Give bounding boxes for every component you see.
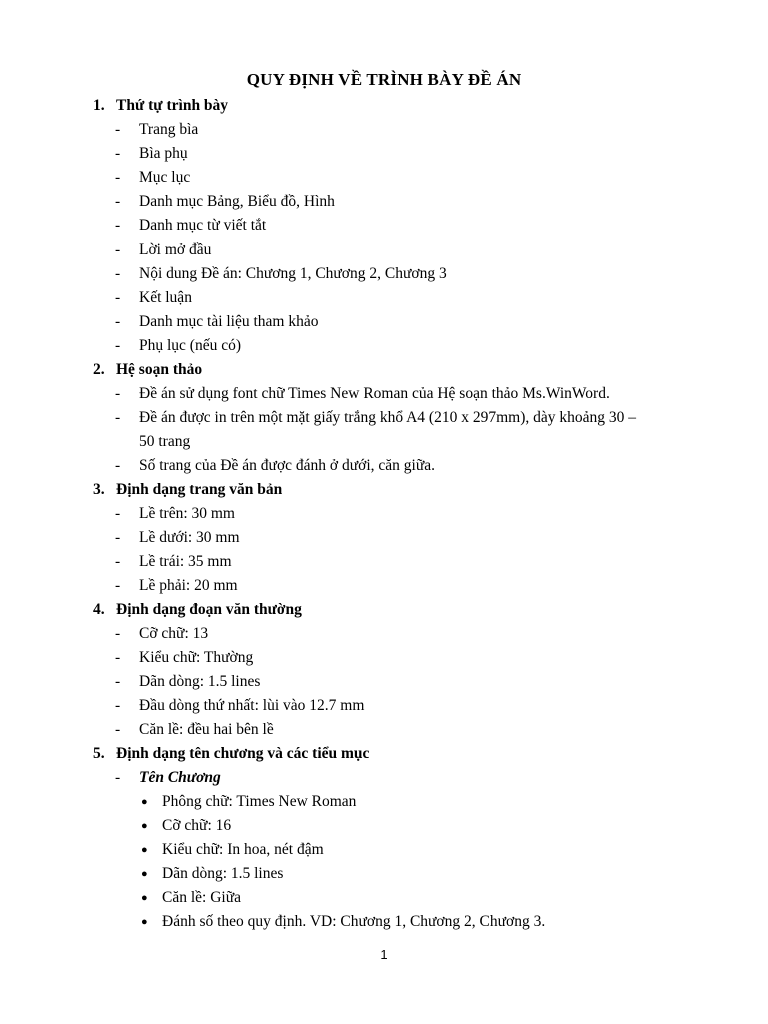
dash-marker: - xyxy=(115,553,121,570)
list-item-text: Kiểu chữ: Thường xyxy=(139,649,254,666)
list-item-text: Trang bìa xyxy=(139,121,199,138)
sub-heading-item xyxy=(0,766,768,790)
document-body xyxy=(0,94,768,934)
list-item xyxy=(0,526,768,550)
dash-marker: - xyxy=(115,577,121,594)
list-item xyxy=(0,262,768,286)
list-item xyxy=(0,190,768,214)
list-item xyxy=(0,118,768,142)
section-title: Hệ soạn thảo xyxy=(116,361,203,378)
bullet-item-text: Cỡ chữ: 16 xyxy=(162,817,232,834)
dash-marker: - xyxy=(115,673,121,690)
section-number: 2. xyxy=(93,361,105,378)
section-number: 3. xyxy=(93,481,105,498)
list-item xyxy=(0,310,768,334)
dash-marker: - xyxy=(115,169,121,186)
section-title: Thứ tự trình bày xyxy=(116,97,229,114)
list-item xyxy=(0,670,768,694)
dash-marker: - xyxy=(115,265,121,282)
dash-marker: - xyxy=(115,241,121,258)
list-item-continuation xyxy=(0,430,768,454)
section-title: Định dạng trang văn bản xyxy=(116,481,283,498)
list-item xyxy=(0,166,768,190)
bullet-item xyxy=(0,790,768,814)
bullet-icon: ● xyxy=(141,796,148,808)
list-item-text: Cỡ chữ: 13 xyxy=(139,625,209,642)
list-item-text: Đầu dòng thứ nhất: lùi vào 12.7 mm xyxy=(139,697,365,714)
dash-marker: - xyxy=(115,217,121,234)
bullet-item xyxy=(0,838,768,862)
list-item xyxy=(0,334,768,358)
list-item-text: Danh mục tài liệu tham khảo xyxy=(139,313,319,330)
dash-marker: - xyxy=(115,505,121,522)
section-number: 1. xyxy=(93,97,105,114)
bullet-item xyxy=(0,886,768,910)
list-item-text: 50 trang xyxy=(139,433,191,450)
list-item xyxy=(0,286,768,310)
list-item-text: Danh mục Bảng, Biểu đồ, Hình xyxy=(139,193,335,210)
list-item-text: Đề án được in trên một mặt giấy trắng khổ A4 (210 x 297mm), dày khoảng 30 – xyxy=(139,409,637,426)
dash-marker: - xyxy=(115,121,121,138)
section-number: 4. xyxy=(93,601,105,618)
bullet-item xyxy=(0,814,768,838)
list-item xyxy=(0,718,768,742)
bullet-item-text: Căn lề: Giữa xyxy=(162,889,241,906)
dash-marker: - xyxy=(115,697,121,714)
dash-marker: - xyxy=(115,721,121,738)
bullet-item xyxy=(0,862,768,886)
dash-marker: - xyxy=(115,457,121,474)
list-item xyxy=(0,214,768,238)
bullet-icon: ● xyxy=(141,844,148,856)
section-heading xyxy=(0,742,768,766)
dash-marker: - xyxy=(115,313,121,330)
sub-heading: Tên Chương xyxy=(139,769,221,786)
page-number: 1 xyxy=(380,947,388,962)
list-item-text: Dãn dòng: 1.5 lines xyxy=(139,673,261,690)
list-item-text: Nội dung Đề án: Chương 1, Chương 2, Chương 3 xyxy=(139,265,447,282)
list-item-text: Lề dưới: 30 mm xyxy=(139,529,240,546)
dash-marker: - xyxy=(115,385,121,402)
dash-marker: - xyxy=(115,409,121,426)
list-item xyxy=(0,142,768,166)
section-heading xyxy=(0,598,768,622)
dash-marker: - xyxy=(115,337,121,354)
list-item xyxy=(0,574,768,598)
list-item xyxy=(0,622,768,646)
section-title: Định dạng tên chương và các tiểu mục xyxy=(116,745,370,762)
section-title: Định dạng đoạn văn thường xyxy=(116,601,302,618)
bullet-item xyxy=(0,910,768,934)
list-item xyxy=(0,238,768,262)
bullet-item-text: Đánh số theo quy định. VD: Chương 1, Chương 2, Chương 3. xyxy=(162,913,546,930)
bullet-icon: ● xyxy=(141,916,148,928)
dash-marker: - xyxy=(115,649,121,666)
list-item-text: Lề trên: 30 mm xyxy=(139,505,235,522)
list-item-text: Kết luận xyxy=(139,289,192,306)
dash-marker: - xyxy=(115,529,121,546)
dash-marker: - xyxy=(115,193,121,210)
list-item-text: Mục lục xyxy=(139,169,191,186)
section-heading xyxy=(0,94,768,118)
list-item-text: Đề án sử dụng font chữ Times New Roman của Hệ soạn thảo Ms.WinWord. xyxy=(139,385,610,402)
dash-marker: - xyxy=(115,289,121,306)
list-item-text: Lề trái: 35 mm xyxy=(139,553,232,570)
bullet-icon: ● xyxy=(141,820,148,832)
list-item-text: Số trang của Đề án được đánh ở dưới, căn giữa. xyxy=(139,457,435,474)
list-item xyxy=(0,550,768,574)
list-item-text: Phụ lục (nếu có) xyxy=(139,337,242,354)
section-heading xyxy=(0,358,768,382)
bullet-icon: ● xyxy=(141,868,148,880)
list-item xyxy=(0,694,768,718)
list-item xyxy=(0,406,768,430)
list-item xyxy=(0,382,768,406)
list-item xyxy=(0,454,768,478)
bullet-item-text: Phông chữ: Times New Roman xyxy=(162,793,357,810)
list-item-text: Lề phải: 20 mm xyxy=(139,577,238,594)
dash-marker: - xyxy=(115,625,121,642)
bullet-item-text: Kiểu chữ: In hoa, nét đậm xyxy=(162,841,324,858)
dash-marker: - xyxy=(115,769,121,786)
bullet-item-text: Dãn dòng: 1.5 lines xyxy=(162,865,284,882)
list-item xyxy=(0,646,768,670)
dash-marker: - xyxy=(115,145,121,162)
section-heading xyxy=(0,478,768,502)
list-item-text: Lời mở đầu xyxy=(139,241,212,258)
bullet-icon: ● xyxy=(141,892,148,904)
section-number: 5. xyxy=(93,745,105,762)
document-title: QUY ĐỊNH VỀ TRÌNH BÀY ĐỀ ÁN xyxy=(246,70,522,89)
list-item xyxy=(0,502,768,526)
list-item-text: Căn lề: đều hai bên lề xyxy=(139,721,274,738)
list-item-text: Danh mục từ viết tắt xyxy=(139,217,267,234)
list-item-text: Bìa phụ xyxy=(139,145,188,162)
